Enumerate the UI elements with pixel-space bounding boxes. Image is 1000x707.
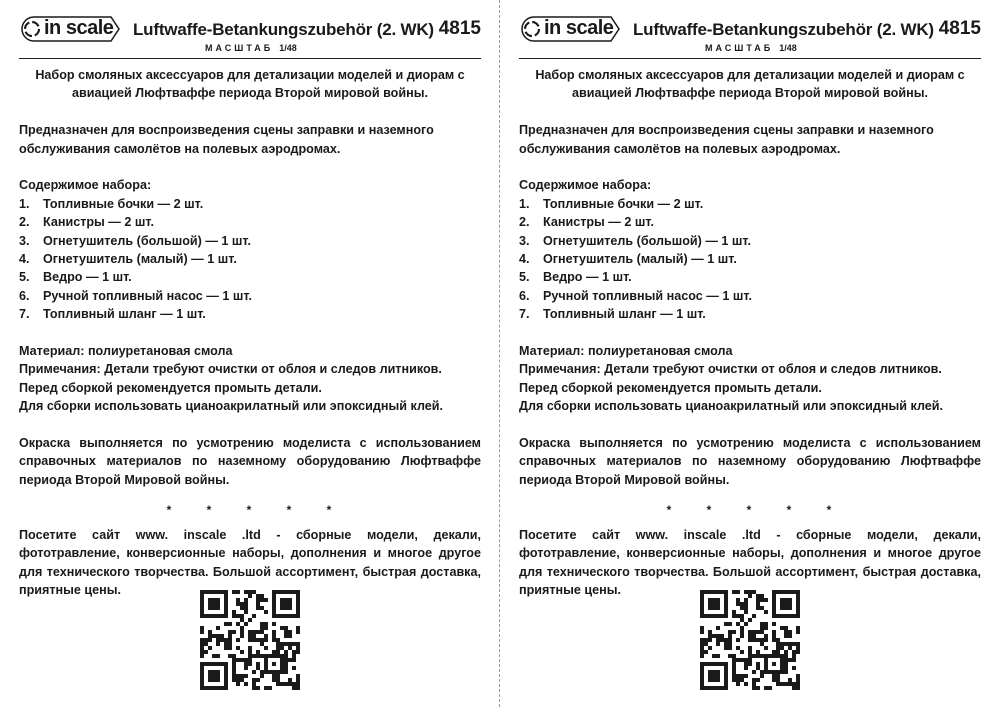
item-text: Топливные бочки — 2 шт. <box>543 196 704 211</box>
item-number: 3. <box>519 233 530 248</box>
item-number: 2. <box>19 215 30 230</box>
inscale-logo <box>519 14 621 44</box>
product-code: 4815 <box>438 18 481 39</box>
contents-list <box>519 195 981 324</box>
item-number: 5. <box>19 270 30 285</box>
card-header <box>519 0 981 59</box>
contents-heading: Содержимое набора: <box>519 178 652 193</box>
scale-line <box>705 43 797 53</box>
contents-heading: Содержимое набора: <box>19 178 152 193</box>
item-number: 3. <box>19 233 30 248</box>
list-item <box>19 268 481 286</box>
scale-line <box>205 43 297 53</box>
item-text: Топливный шланг — 1 шт. <box>543 307 706 322</box>
item-text: Ручной топливный насос — 1 шт. <box>43 288 252 303</box>
item-number: 5. <box>519 270 530 285</box>
purpose-paragraph <box>19 121 481 158</box>
list-item <box>519 305 981 323</box>
note-line: Перед сборкой рекомендуется промыть детали. <box>19 380 322 395</box>
qr-code <box>200 590 300 690</box>
item-number: 4. <box>19 252 30 267</box>
item-number: 6. <box>19 288 30 303</box>
list-item <box>519 213 981 231</box>
item-text: Ручной топливный насос — 1 шт. <box>543 288 752 303</box>
purpose-paragraph <box>519 121 981 158</box>
item-number: 6. <box>519 288 530 303</box>
list-item <box>19 287 481 305</box>
qr-code-icon <box>200 590 300 690</box>
intro-paragraph <box>519 66 981 103</box>
intro-line: авиацией Люфтваффе периода Второй мировой войны. <box>72 86 428 101</box>
scale-value: 1/48 <box>779 43 797 53</box>
instruction-card-left <box>19 0 481 707</box>
notes-section <box>519 342 981 416</box>
item-number: 1. <box>519 196 530 211</box>
item-text: Огнетушитель (малый) — 1 шт. <box>543 252 737 267</box>
material-line: Материал: полиуретановая смола <box>19 344 233 359</box>
qr-code-icon <box>700 590 800 690</box>
card-header <box>19 0 481 59</box>
contents-list <box>19 195 481 324</box>
item-text: Топливный шланг — 1 шт. <box>43 307 206 322</box>
painting-paragraph: Окраска выполняется по усмотрению моделиста с использованием справочных материалов по наземному оборудованию Люфтваффе периода Второй Мировой войны. <box>19 436 481 487</box>
card-content <box>19 66 481 599</box>
separator-stars: * * * * * <box>666 503 848 518</box>
intro-line: Набор смоляных аксессуаров для детализации моделей и диорам с <box>35 68 465 82</box>
instruction-card-right <box>519 0 981 707</box>
scale-label: МАСШТАБ <box>205 43 274 53</box>
inscale-logo <box>19 14 121 44</box>
list-item <box>519 250 981 268</box>
list-item <box>19 195 481 213</box>
footer-paragraph: Посетите сайт www. inscale .ltd - сборные модели, декали, фототравление, конверсионные наборы, дополнения и многое другое для технического творчества. Большой ассортимент, быстрая доставка, приятные цены. <box>519 527 981 597</box>
item-text: Канистры — 2 шт. <box>543 215 654 230</box>
item-number: 2. <box>519 215 530 230</box>
item-text: Ведро — 1 шт. <box>543 270 632 285</box>
item-text: Ведро — 1 шт. <box>43 270 132 285</box>
item-text: Канистры — 2 шт. <box>43 215 154 230</box>
footer-paragraph: Посетите сайт www. inscale .ltd - сборные модели, декали, фототравление, конверсионные наборы, дополнения и многое другое для технического творчества. Большой ассортимент, быстрая доставка, приятные цены. <box>19 527 481 597</box>
product-title: Luftwaffe-Betankungszubehör (2. WK) <box>633 20 934 39</box>
item-text: Огнетушитель (большой) — 1 шт. <box>43 233 251 248</box>
product-code: 4815 <box>938 18 981 39</box>
card-content <box>519 66 981 599</box>
list-item <box>19 232 481 250</box>
product-title: Luftwaffe-Betankungszubehör (2. WK) <box>133 20 434 39</box>
logo-text: in scale <box>544 17 614 39</box>
note-line: Для сборки использовать цианоакрилатный или эпоксидный клей. <box>519 399 944 414</box>
note-line: Примечания: Детали требуют очистки от облоя и следов литников. <box>19 362 442 377</box>
intro-paragraph <box>19 66 481 103</box>
contents-section <box>19 176 481 323</box>
item-number: 1. <box>19 196 30 211</box>
item-number: 7. <box>19 307 30 322</box>
purpose-line: Предназначен для воспроизведения сцены заправки и наземного <box>519 123 934 138</box>
note-line: Для сборки использовать цианоакрилатный или эпоксидный клей. <box>19 399 444 414</box>
purpose-line: обслуживания самолётов на полевых аэродромах. <box>19 141 341 156</box>
item-number: 7. <box>519 307 530 322</box>
item-text: Топливные бочки — 2 шт. <box>43 196 204 211</box>
scale-value: 1/48 <box>279 43 297 53</box>
list-item <box>519 287 981 305</box>
scale-label: МАСШТАБ <box>705 43 774 53</box>
note-line: Перед сборкой рекомендуется промыть детали. <box>519 380 822 395</box>
separator-stars: * * * * * <box>166 503 348 518</box>
qr-code <box>700 590 800 690</box>
list-item <box>19 213 481 231</box>
list-item <box>19 250 481 268</box>
list-item <box>519 232 981 250</box>
contents-section <box>519 176 981 323</box>
notes-section <box>19 342 481 416</box>
note-line: Примечания: Детали требуют очистки от облоя и следов литников. <box>519 362 942 377</box>
list-item <box>519 195 981 213</box>
item-text: Огнетушитель (большой) — 1 шт. <box>543 233 751 248</box>
intro-line: Набор смоляных аксессуаров для детализации моделей и диорам с <box>535 68 965 82</box>
painting-paragraph: Окраска выполняется по усмотрению моделиста с использованием справочных материалов по наземному оборудованию Люфтваффе периода Второй Мировой войны. <box>519 436 981 487</box>
logo-text: in scale <box>44 17 114 39</box>
cut-line-divider <box>499 0 500 707</box>
intro-line: авиацией Люфтваффе периода Второй мировой войны. <box>572 86 928 101</box>
list-item <box>19 305 481 323</box>
item-text: Огнетушитель (малый) — 1 шт. <box>43 252 237 267</box>
material-line: Материал: полиуретановая смола <box>519 344 733 359</box>
list-item <box>519 268 981 286</box>
purpose-line: Предназначен для воспроизведения сцены заправки и наземного <box>19 123 434 138</box>
item-number: 4. <box>519 252 530 267</box>
purpose-line: обслуживания самолётов на полевых аэродромах. <box>519 141 841 156</box>
